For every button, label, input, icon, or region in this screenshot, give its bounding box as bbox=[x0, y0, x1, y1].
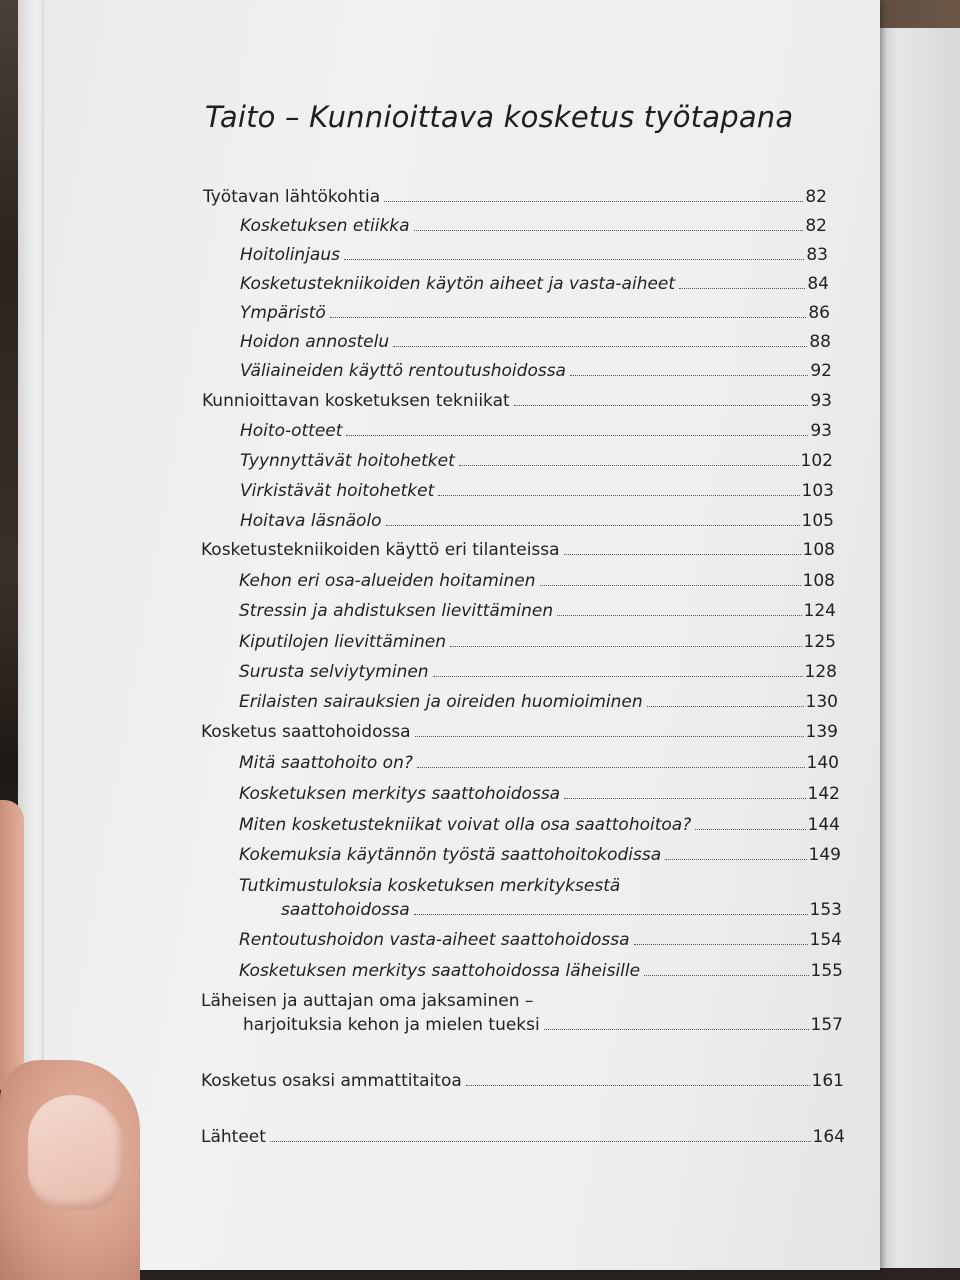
leader-dots bbox=[514, 405, 809, 406]
toc-entry bbox=[240, 510, 834, 532]
toc-page-number: 108 bbox=[802, 571, 835, 591]
toc-page-number: 82 bbox=[805, 216, 827, 236]
toc-entry bbox=[240, 450, 833, 472]
toc-label: Kehon eri osa-alueiden hoitaminen bbox=[239, 571, 536, 591]
toc-label: Tyynnyttävät hoitohetket bbox=[240, 451, 455, 471]
toc-entry bbox=[239, 844, 841, 866]
leader-dots bbox=[417, 767, 805, 768]
leader-dots bbox=[438, 495, 799, 496]
toc-page-number: 82 bbox=[805, 187, 827, 207]
toc-entry bbox=[201, 539, 835, 561]
toc-page-number: 108 bbox=[802, 540, 835, 560]
toc-entry bbox=[239, 691, 838, 713]
toc-entry bbox=[201, 721, 838, 743]
toc-entry bbox=[239, 661, 837, 683]
toc-label: Ympäristö bbox=[240, 303, 326, 323]
toc-label: harjoituksia kehon ja mielen tueksi bbox=[243, 1015, 540, 1035]
leader-dots bbox=[634, 944, 808, 945]
toc-label: Lähteet bbox=[201, 1127, 266, 1147]
toc-label: saattohoidossa bbox=[281, 900, 410, 920]
toc-entry bbox=[239, 631, 836, 653]
toc-label: Mitä saattohoito on? bbox=[239, 753, 413, 773]
toc-entry bbox=[239, 570, 835, 592]
leader-dots bbox=[386, 525, 800, 526]
leader-dots bbox=[695, 829, 805, 830]
toc-page-number: 93 bbox=[810, 391, 832, 411]
toc-entry bbox=[202, 390, 832, 412]
toc-page-number: 105 bbox=[801, 511, 834, 531]
toc-entry bbox=[239, 783, 840, 805]
toc-entry bbox=[201, 1070, 844, 1092]
toc-page-number: 102 bbox=[800, 451, 833, 471]
toc-entry bbox=[240, 273, 829, 295]
toc-label: Kosketus saattohoidossa bbox=[201, 722, 411, 742]
leader-dots bbox=[564, 798, 805, 799]
toc-entry bbox=[203, 186, 827, 208]
leader-dots bbox=[679, 288, 805, 289]
toc-page-number: 83 bbox=[806, 245, 828, 265]
toc-label-line1: Läheisen ja auttajan oma jaksaminen – bbox=[201, 991, 534, 1011]
toc-page-number: 103 bbox=[801, 481, 834, 501]
toc-label: Kosketuksen etiikka bbox=[240, 216, 410, 236]
leader-dots bbox=[414, 230, 804, 231]
toc-entry bbox=[240, 480, 834, 502]
toc-entry bbox=[239, 752, 839, 774]
leader-dots bbox=[647, 706, 804, 707]
toc-label: Rentoutushoidon vasta-aiheet saattohoidossa bbox=[239, 930, 630, 950]
toc-page-number: 161 bbox=[811, 1071, 844, 1091]
toc-entry bbox=[240, 360, 832, 382]
toc-label: Kokemuksia käytännön työstä saattohoitokodissa bbox=[239, 845, 662, 865]
toc-label: Kosketuksen merkitys saattohoidossa läheisille bbox=[239, 961, 641, 981]
leader-dots bbox=[644, 975, 808, 976]
toc-label: Miten kosketustekniikat voivat olla osa saattohoitoa? bbox=[239, 815, 692, 835]
leader-dots bbox=[414, 914, 808, 915]
toc-label: Hoito-otteet bbox=[240, 421, 343, 441]
toc-page-number: 92 bbox=[810, 361, 832, 381]
toc-label: Erilaisten sairauksien ja oireiden huomioiminen bbox=[239, 692, 643, 712]
toc-entry bbox=[240, 302, 830, 324]
toc-label: Kosketustekniikoiden käytön aiheet ja vasta-aiheet bbox=[240, 274, 676, 294]
toc-label: Kunnioittavan kosketuksen tekniikat bbox=[202, 391, 510, 411]
toc-page-number: 130 bbox=[805, 692, 838, 712]
leader-dots bbox=[540, 585, 801, 586]
toc-label: Hoitava läsnäolo bbox=[240, 511, 382, 531]
toc-page-number: 164 bbox=[812, 1127, 845, 1147]
toc-page-number: 139 bbox=[805, 722, 838, 742]
toc-label: Kosketus osaksi ammattitaitoa bbox=[201, 1071, 462, 1091]
toc-entry bbox=[281, 899, 842, 921]
leader-dots bbox=[570, 375, 808, 376]
leader-dots bbox=[459, 465, 799, 466]
toc-page-number: 84 bbox=[807, 274, 829, 294]
toc-page-number: 142 bbox=[807, 784, 840, 804]
toc-page-number: 149 bbox=[808, 845, 841, 865]
toc-entry bbox=[239, 814, 840, 836]
leader-dots bbox=[466, 1085, 810, 1086]
toc-page-number: 128 bbox=[804, 662, 837, 682]
toc-label: Surusta selviytyminen bbox=[239, 662, 429, 682]
toc-entry bbox=[201, 1126, 845, 1148]
toc-label: Työtavan lähtökohtia bbox=[203, 187, 381, 207]
toc-page-number: 124 bbox=[803, 601, 836, 621]
toc-entry bbox=[240, 215, 827, 237]
toc-entry bbox=[239, 929, 842, 951]
toc-page-number: 86 bbox=[808, 303, 830, 323]
page-title: Taito – Kunnioittava kosketus työtapana bbox=[205, 100, 794, 134]
leader-dots bbox=[344, 259, 804, 260]
leader-dots bbox=[393, 346, 807, 347]
toc-page-number: 140 bbox=[806, 753, 839, 773]
leader-dots bbox=[415, 736, 804, 737]
toc-label-line1: Tutkimustuloksia kosketuksen merkityksestä bbox=[239, 876, 621, 896]
leader-dots bbox=[270, 1141, 811, 1142]
toc-label: Kiputilojen lievittäminen bbox=[239, 632, 447, 652]
toc-label: Hoidon annostelu bbox=[240, 332, 390, 352]
leader-dots bbox=[557, 615, 801, 616]
toc-entry bbox=[239, 600, 836, 622]
finger-edge bbox=[0, 800, 24, 1090]
thumb bbox=[28, 1095, 124, 1210]
back-page-edge bbox=[870, 28, 960, 1268]
toc-entry bbox=[243, 1014, 843, 1036]
toc-page-number: 93 bbox=[810, 421, 832, 441]
toc-label: Virkistävät hoitohetket bbox=[240, 481, 435, 501]
leader-dots bbox=[330, 317, 807, 318]
toc-label: Kosketustekniikoiden käyttö eri tilanteissa bbox=[201, 540, 560, 560]
toc-label: Stressin ja ahdistuksen lievittäminen bbox=[239, 601, 554, 621]
toc-entry bbox=[239, 960, 843, 982]
toc-page-number: 144 bbox=[807, 815, 840, 835]
toc-label: Väliaineiden käyttö rentoutushoidossa bbox=[240, 361, 566, 381]
toc-page-number: 154 bbox=[809, 930, 842, 950]
leader-dots bbox=[450, 646, 802, 647]
toc-entry bbox=[240, 331, 831, 353]
toc-label: Kosketuksen merkitys saattohoidossa bbox=[239, 784, 561, 804]
leader-dots bbox=[433, 676, 803, 677]
leader-dots bbox=[564, 554, 801, 555]
toc-page-number: 125 bbox=[803, 632, 836, 652]
leader-dots bbox=[544, 1029, 809, 1030]
toc-page-number: 155 bbox=[810, 961, 843, 981]
leader-dots bbox=[384, 201, 803, 202]
leader-dots bbox=[346, 435, 808, 436]
toc-page-number: 157 bbox=[810, 1015, 843, 1035]
toc-page-number: 88 bbox=[809, 332, 831, 352]
toc-page-number: 153 bbox=[809, 900, 842, 920]
leader-dots bbox=[665, 859, 806, 860]
toc-entry bbox=[240, 244, 828, 266]
toc-entry bbox=[240, 420, 832, 442]
toc-label: Hoitolinjaus bbox=[240, 245, 340, 265]
